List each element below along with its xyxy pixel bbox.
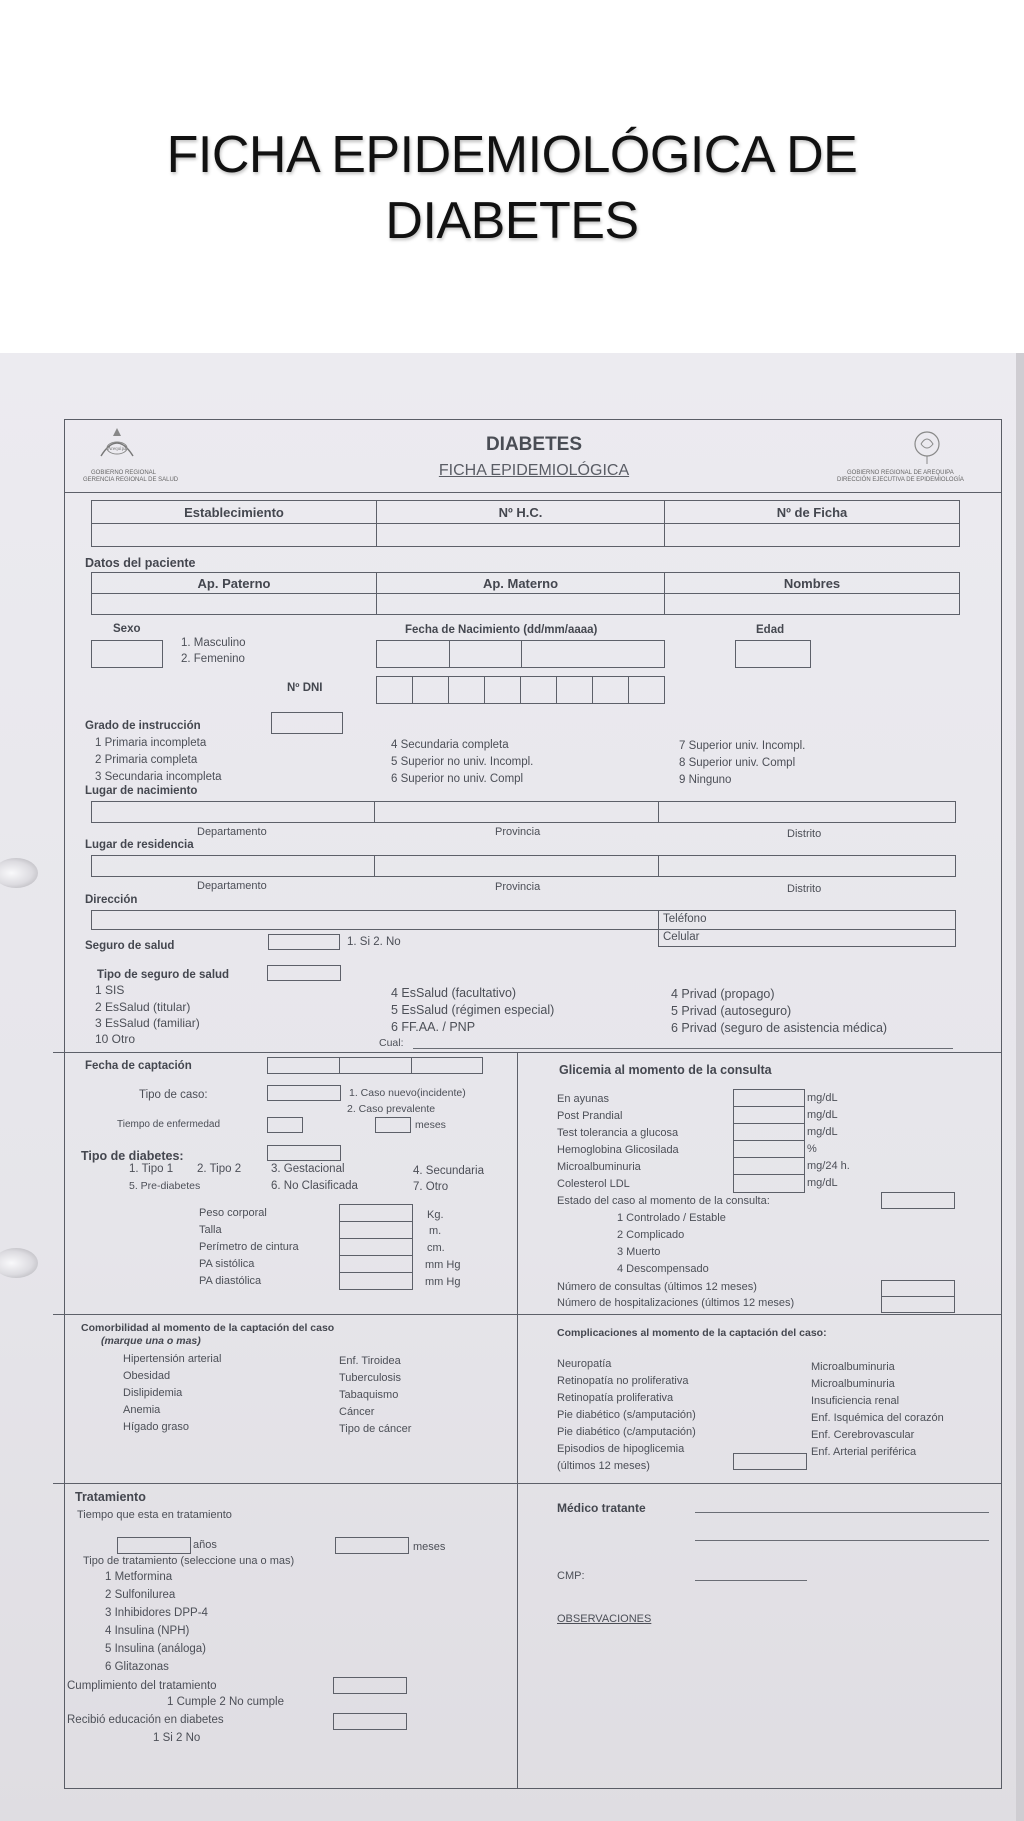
fecha-day-field[interactable]: [376, 640, 450, 668]
celular-label: Celular: [663, 931, 700, 943]
comp-pie-con-amputacion: Pie diabético (c/amputación): [557, 1426, 696, 1438]
seguro-opt-essalud-regimen: 5 EsSalud (régimen especial): [391, 1003, 555, 1017]
direccion-label: Dirección: [85, 894, 138, 906]
fecha-divider: [339, 1058, 340, 1073]
instruccion-opt-3: 3 Secundaria incompleta: [95, 771, 222, 783]
celular-field[interactable]: [658, 929, 956, 947]
establecimiento-header: Establecimiento: [91, 500, 377, 524]
fecha-year-field[interactable]: [521, 640, 665, 668]
medida-row-divider: [340, 1221, 412, 1222]
residencia-departamento-caption: Departamento: [197, 880, 267, 892]
glicemia-row-divider: [734, 1123, 804, 1124]
observaciones-label: OBSERVACIONES: [557, 1613, 652, 1625]
ap-materno-field[interactable]: [376, 593, 665, 615]
instruccion-opt-2: 2 Primaria completa: [95, 754, 198, 766]
unidad-m: m.: [429, 1225, 442, 1237]
form-title: DIABETES: [485, 434, 583, 455]
glicemia-test-tolerancia: Test tolerancia a glucosa: [557, 1127, 679, 1139]
glicemia-hemoglobina: Hemoglobina Glicosilada: [557, 1144, 679, 1156]
instruccion-field[interactable]: [271, 712, 343, 734]
tiempo-tratamiento-label: Tiempo que esta en tratamiento: [77, 1509, 232, 1521]
trat-insulina-analoga: 5 Insulina (análoga): [105, 1643, 207, 1655]
residencia-distrito-field[interactable]: [658, 855, 956, 877]
ap-materno-header: Ap. Materno: [376, 572, 665, 594]
instruccion-label: Grado de instrucción: [85, 720, 201, 732]
medidas-fields[interactable]: [339, 1204, 413, 1290]
instruccion-opt-9: 9 Ninguno: [679, 774, 732, 786]
comorb-cancer: Cáncer: [339, 1406, 375, 1418]
sexo-field[interactable]: [91, 640, 163, 668]
seguro-opt-otro: 10 Otro: [95, 1032, 136, 1046]
cual-line[interactable]: [413, 1048, 953, 1049]
form-photo: [0, 353, 1024, 1821]
dni-divider: [592, 677, 593, 703]
tipo-tratamiento-label: Tipo de tratamiento (seleccione una o mas): [83, 1555, 295, 1567]
comp-neuropatia: Neuropatía: [557, 1358, 612, 1370]
seguro-label: Seguro de salud: [85, 940, 175, 952]
glicemia-row-divider: [734, 1174, 804, 1175]
instruccion-opt-8: 8 Superior univ. Compl: [679, 757, 796, 769]
instruccion-opt-5: 5 Superior no univ. Incompl.: [391, 756, 534, 768]
unidad-mmhg-2: mm Hg: [425, 1276, 461, 1288]
tiempo-meses-field[interactable]: [375, 1117, 411, 1133]
tipo-caso-label: Tipo de caso:: [139, 1089, 208, 1101]
fecha-captacion-label: Fecha de captación: [85, 1060, 192, 1072]
seguro-opt-privad-propago: 4 Privad (propago): [671, 987, 775, 1001]
tipo-secundaria: 4. Secundaria: [413, 1165, 484, 1177]
educacion-label: Recibió educación en diabetes: [67, 1714, 224, 1726]
residencia-distrito-caption: Distrito: [787, 883, 822, 895]
patient-section-label: Datos del paciente: [85, 556, 196, 570]
medico-tratante-label: Médico tratante: [557, 1501, 646, 1515]
medida-pa-sistolica: PA sistólica: [199, 1258, 255, 1270]
hipoglicemia-field[interactable]: [733, 1453, 807, 1470]
comp-pie-sin-amputacion: Pie diabético (s/amputación): [557, 1409, 696, 1421]
telefono-label: Teléfono: [663, 913, 707, 925]
educacion-field[interactable]: [333, 1713, 407, 1730]
header-divider: [65, 492, 1001, 493]
slide-title-line1: FICHA EPIDEMIOLÓGICA DE: [166, 126, 858, 184]
comp-hipoglicemia-periodo: (últimos 12 meses): [557, 1460, 650, 1472]
direccion-field[interactable]: [91, 910, 659, 930]
tiempo-meses-label: meses: [415, 1119, 446, 1131]
cumplimiento-field[interactable]: [333, 1677, 407, 1694]
tipo-1: 1. Tipo 1: [129, 1163, 174, 1175]
caso-nuevo: 1. Caso nuevo(incidente): [349, 1087, 466, 1099]
nacimiento-departamento-field[interactable]: [91, 801, 375, 823]
fecha-nacimiento-label: Fecha de Nacimiento (dd/mm/aaaa): [405, 624, 598, 636]
nacimiento-departamento-caption: Departamento: [197, 826, 267, 838]
unit-microalbuminuria: mg/24 h.: [807, 1160, 850, 1172]
cmp-line[interactable]: [695, 1580, 807, 1581]
cumplimiento-label: Cumplimiento del tratamiento: [67, 1680, 217, 1692]
nacimiento-provincia-field[interactable]: [374, 801, 659, 823]
unit-test-tolerancia: mg/dL: [807, 1126, 838, 1138]
unidad-mmhg-1: mm Hg: [425, 1259, 461, 1271]
hospitalizaciones-label: Número de hospitalizaciones (últimos 12 meses): [557, 1297, 795, 1309]
glicemia-title: Glicemia al momento de la consulta: [559, 1063, 772, 1077]
comp-isquemica: Enf. Isquémica del corazón: [811, 1412, 944, 1424]
comp-retinopatia-prolif: Retinopatía proliferativa: [557, 1392, 674, 1404]
tiempo-enfermedad-field[interactable]: [267, 1117, 303, 1133]
column-divider: [517, 1052, 518, 1788]
tipo-diabetes-field[interactable]: [267, 1145, 341, 1161]
unidad-cm: cm.: [427, 1242, 445, 1254]
residencia-departamento-field[interactable]: [91, 855, 375, 877]
cumplimiento-options: 1 Cumple 2 No cumple: [167, 1696, 284, 1708]
nacimiento-provincia-caption: Provincia: [495, 826, 541, 838]
instruccion-opt-4: 4 Secundaria completa: [391, 739, 509, 751]
nficha-field[interactable]: [664, 523, 960, 547]
seguro-opt-sis: 1 SIS: [95, 983, 125, 997]
tipo-2: 2. Tipo 2: [197, 1163, 242, 1175]
tipo-caso-field[interactable]: [267, 1085, 341, 1101]
right-org-line1: GOBIERNO REGIONAL DE AREQUIPA: [847, 470, 954, 476]
glicemia-post-prandial: Post Prandial: [557, 1110, 623, 1122]
residencia-label: Lugar de residencia: [85, 839, 194, 851]
medida-row-divider: [340, 1272, 412, 1273]
estado-descompensado: 4 Descompensado: [617, 1263, 709, 1275]
medico-line-1[interactable]: [695, 1512, 989, 1513]
fecha-divider: [411, 1058, 412, 1073]
medida-cintura: Perímetro de cintura: [199, 1241, 299, 1253]
unit-ayunas: mg/dL: [807, 1092, 838, 1104]
seguro-opt-ffaa-pnp: 6 FF.AA. / PNP: [391, 1020, 476, 1034]
comorbilidad-sub: (marque una o mas): [101, 1335, 201, 1347]
fecha-captacion-field[interactable]: [267, 1057, 483, 1074]
sexo-option-1: 1. Masculino: [181, 637, 246, 649]
seguro-options: 1. Si 2. No: [347, 936, 401, 948]
fecha-month-field[interactable]: [449, 640, 522, 668]
slide-title: [0, 122, 1024, 254]
medida-row-divider: [340, 1255, 412, 1256]
tipo-seguro-label: Tipo de seguro de salud: [97, 969, 230, 981]
unit-post-prandial: mg/dL: [807, 1109, 838, 1121]
comorb-anemia: Anemia: [123, 1404, 161, 1416]
nhc-header: Nº H.C.: [376, 500, 665, 524]
comorbilidad-title: Comorbilidad al momento de la captación del caso: [81, 1322, 335, 1334]
epidemiology-form: [64, 419, 1002, 1789]
residencia-provincia-caption: Provincia: [495, 881, 541, 893]
medida-talla: Talla: [199, 1224, 222, 1236]
medida-peso: Peso corporal: [199, 1207, 267, 1219]
unit-hemoglobina: %: [807, 1143, 817, 1155]
estado-muerto: 3 Muerto: [617, 1246, 661, 1258]
complicaciones-title: Complicaciones al momento de la captación del caso:: [557, 1327, 827, 1339]
establecimiento-field[interactable]: [91, 523, 377, 547]
punch-hole-bottom: [0, 1248, 38, 1278]
tratamiento-anos-field[interactable]: [117, 1537, 191, 1554]
right-org-line2: DIRECCIÓN EJECUTIVA DE EPIDEMIOLOGÍA: [837, 477, 964, 483]
seguro-field[interactable]: [268, 934, 340, 950]
glicemia-row-divider: [734, 1106, 804, 1107]
comorb-tuberculosis: Tuberculosis: [339, 1372, 401, 1384]
slide-title-line2: DIABETES: [385, 192, 639, 250]
glicemia-microalbuminuria: Microalbuminuria: [557, 1161, 641, 1173]
medida-row-divider: [340, 1238, 412, 1239]
form-subtitle: FICHA EPIDEMIOLÓGICA: [438, 462, 630, 479]
dni-divider: [484, 677, 485, 703]
tratamiento-meses-label: meses: [413, 1541, 446, 1553]
glicemia-row-divider: [734, 1140, 804, 1141]
svg-text:Arequipa: Arequipa: [107, 447, 127, 452]
estado-controlado: 1 Controlado / Estable: [617, 1212, 726, 1224]
seguro-opt-essalud-titular: 2 EsSalud (titular): [95, 1000, 191, 1014]
tratamiento-anos-label: años: [193, 1539, 217, 1551]
tipo-gestacional: 3. Gestacional: [271, 1163, 345, 1175]
cual-label: Cual:: [379, 1037, 404, 1049]
edad-field[interactable]: [735, 640, 811, 668]
section-divider-2: [53, 1314, 1001, 1315]
unit-colesterol: mg/dL: [807, 1177, 838, 1189]
nombres-field[interactable]: [664, 593, 960, 615]
instruccion-opt-1: 1 Primaria incompleta: [95, 737, 207, 749]
comorb-hipertension: Hipertensión arterial: [123, 1353, 222, 1365]
tiempo-enfermedad-label: Tiempo de enfermedad: [117, 1119, 221, 1130]
sexo-option-2: 2. Femenino: [181, 653, 245, 665]
comorb-tabaquismo: Tabaquismo: [339, 1389, 399, 1401]
tipo-seguro-field[interactable]: [267, 965, 341, 981]
consultas-field[interactable]: [881, 1280, 955, 1297]
dni-divider: [520, 677, 521, 703]
dni-divider: [628, 677, 629, 703]
seguro-opt-essalud-facultativo: 4 EsSalud (facultativo): [391, 986, 517, 1000]
unidad-kg: Kg.: [427, 1209, 444, 1221]
tratamiento-title: Tratamiento: [75, 1490, 146, 1504]
comp-microalb-1: Microalbuminuria: [811, 1361, 895, 1373]
comp-hipoglicemia: Episodios de hipoglicemia: [557, 1443, 685, 1455]
comp-arterial-periferica: Enf. Arterial periférica: [811, 1446, 917, 1458]
consultas-label: Número de consultas (últimos 12 meses): [557, 1281, 757, 1293]
seguro-opt-privad-asistencia: 6 Privad (seguro de asistencia médica): [671, 1021, 888, 1035]
instruccion-opt-7: 7 Superior univ. Incompl.: [679, 740, 806, 752]
edad-label: Edad: [756, 624, 785, 636]
tipo-diabetes-label: Tipo de diabetes:: [81, 1149, 184, 1163]
section-divider-1: [53, 1052, 1001, 1053]
medico-line-2[interactable]: [695, 1540, 989, 1541]
comorb-higado-graso: Hígado graso: [123, 1421, 190, 1433]
tratamiento-meses-field[interactable]: [335, 1537, 409, 1554]
glicemia-row-divider: [734, 1157, 804, 1158]
caso-prevalente: 2. Caso prevalente: [347, 1103, 436, 1115]
nficha-header: Nº de Ficha: [664, 500, 960, 524]
nacimiento-distrito-caption: Distrito: [787, 828, 822, 840]
trat-metformina: 1 Metformina: [105, 1571, 173, 1583]
dni-divider: [556, 677, 557, 703]
comp-microalb-2: Microalbuminuria: [811, 1378, 895, 1390]
comorb-obesidad: Obesidad: [123, 1370, 171, 1382]
photo-edge: [1016, 353, 1024, 1821]
estado-caso-field[interactable]: [881, 1192, 955, 1209]
comp-retinopatia-no-prolif: Retinopatía no proliferativa: [557, 1375, 689, 1387]
trat-sulfonilurea: 2 Sulfonilurea: [105, 1589, 176, 1601]
tipo-no-clasificada: 6. No Clasificada: [271, 1180, 358, 1192]
comorb-tiroidea: Enf. Tiroidea: [339, 1355, 401, 1367]
trat-insulina-nph: 4 Insulina (NPH): [105, 1625, 190, 1637]
comorb-dislipidemia: Dislipidemia: [123, 1387, 183, 1399]
punch-hole-top: [0, 858, 38, 888]
dni-divider: [412, 677, 413, 703]
nacimiento-label: Lugar de nacimiento: [85, 785, 198, 797]
tipo-otro: 7. Otro: [413, 1181, 449, 1193]
dni-divider: [448, 677, 449, 703]
left-org-line1: GOBIERNO REGIONAL: [91, 470, 157, 476]
cmp-label: CMP:: [557, 1570, 585, 1582]
glicemia-fields[interactable]: [733, 1089, 805, 1193]
seguro-opt-privad-autoseguro: 5 Privad (autoseguro): [671, 1004, 792, 1018]
educacion-options: 1 Si 2 No: [153, 1732, 201, 1744]
section-divider-3: [53, 1483, 1001, 1484]
medida-pa-diastolica: PA diastólica: [199, 1275, 262, 1287]
trat-dpp4: 3 Inhibidores DPP-4: [105, 1607, 208, 1619]
estado-complicado: 2 Complicado: [617, 1229, 685, 1241]
glicemia-colesterol: Colesterol LDL: [557, 1178, 630, 1190]
comorb-tipo-cancer: Tipo de cáncer: [339, 1423, 412, 1435]
estado-caso-label: Estado del caso al momento de la consulta:: [557, 1195, 770, 1207]
comp-insuficiencia-renal: Insuficiencia renal: [811, 1395, 900, 1407]
rose-logo-icon: [907, 426, 947, 466]
glicemia-ayunas: En ayunas: [557, 1093, 609, 1105]
residencia-provincia-field[interactable]: [374, 855, 659, 877]
ap-paterno-field[interactable]: [91, 593, 377, 615]
instruccion-opt-6: 6 Superior no univ. Compl: [391, 773, 524, 785]
nombres-header: Nombres: [664, 572, 960, 594]
tipo-prediabetes: 5. Pre-diabetes: [129, 1180, 201, 1192]
seguro-opt-essalud-familiar: 3 EsSalud (familiar): [95, 1016, 200, 1030]
nacimiento-distrito-field[interactable]: [658, 801, 956, 823]
left-org-line2: GERENCIA REGIONAL DE SALUD: [83, 477, 179, 483]
comp-cerebrovascular: Enf. Cerebrovascular: [811, 1429, 915, 1441]
sexo-label: Sexo: [113, 623, 141, 635]
dni-label: Nº DNI: [287, 682, 323, 694]
ap-paterno-header: Ap. Paterno: [91, 572, 377, 594]
nhc-field[interactable]: [376, 523, 665, 547]
trat-glitazonas: 6 Glitazonas: [105, 1661, 169, 1673]
hospitalizaciones-field[interactable]: [881, 1296, 955, 1313]
